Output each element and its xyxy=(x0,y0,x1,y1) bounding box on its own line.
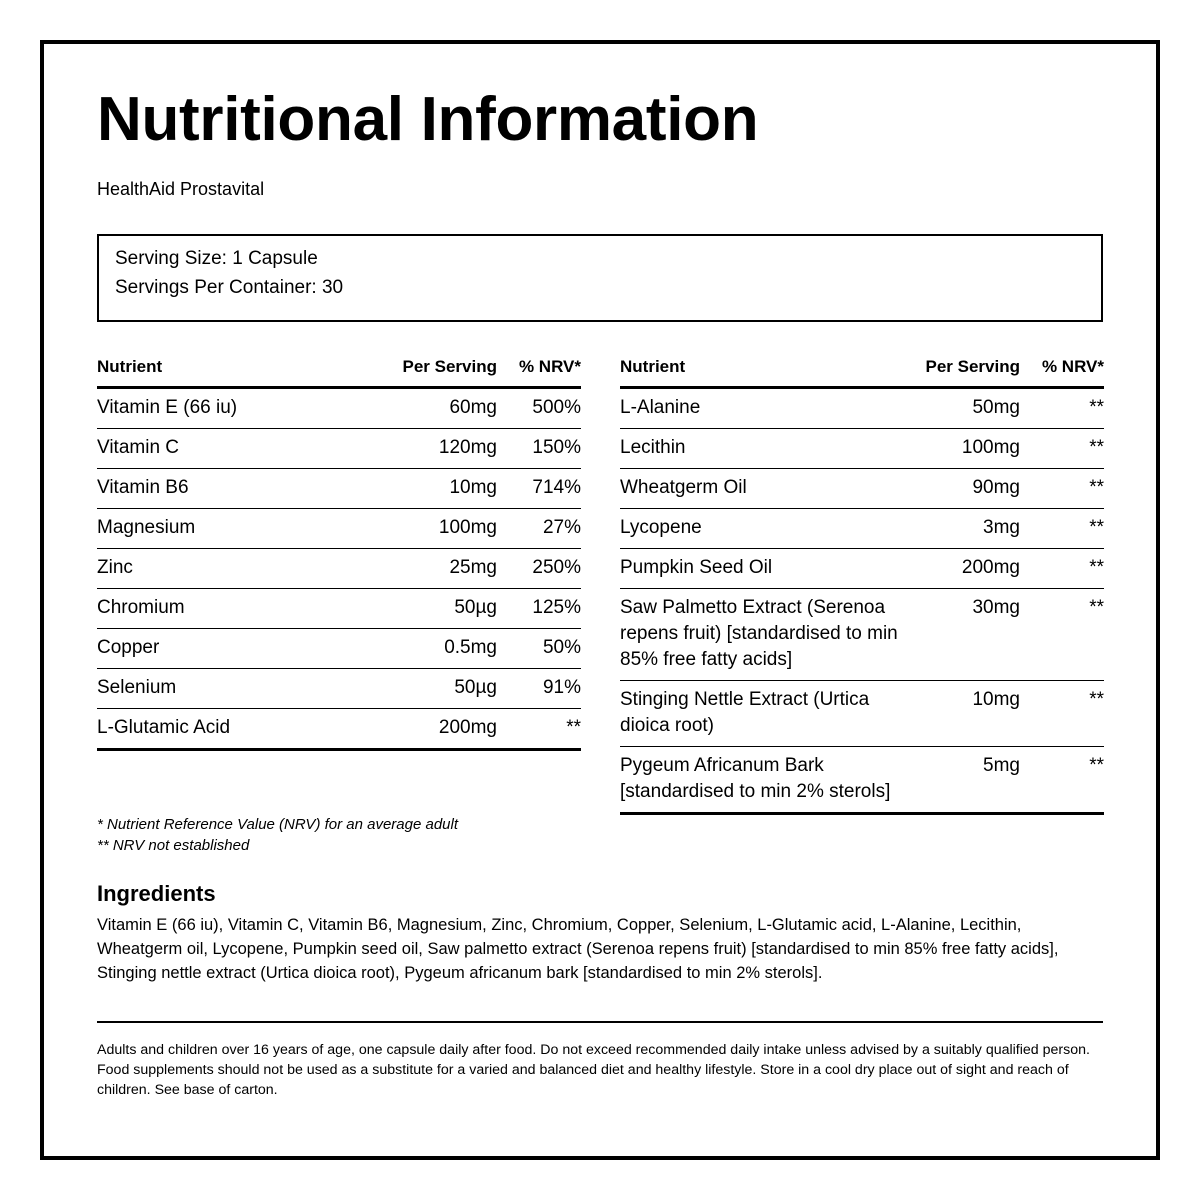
per-serving-value: 5mg xyxy=(983,755,1020,776)
nutrient-name: Magnesium xyxy=(97,517,196,538)
per-serving-value: 3mg xyxy=(983,517,1020,538)
nutrient-name: L-Glutamic Acid xyxy=(97,717,231,738)
per-serving-value: 0.5mg xyxy=(444,637,497,658)
per-serving-value: 10mg xyxy=(972,689,1020,710)
nutrient-name: Copper xyxy=(97,637,160,658)
per-serving-value: 10mg xyxy=(449,477,497,498)
ingredients-heading: Ingredients xyxy=(97,881,216,906)
header-nutrient: Nutrient xyxy=(620,357,686,376)
nutrient-table-right xyxy=(620,350,1104,815)
nrv-value: 125% xyxy=(532,597,581,618)
nutrient-name: Vitamin B6 xyxy=(97,477,189,498)
divider xyxy=(97,1021,1103,1023)
nutrient-name: Pygeum Africanum Bark [standardised to min 2% sterols] xyxy=(620,755,891,802)
per-serving-value: 120mg xyxy=(438,437,497,458)
nutrient-name: Zinc xyxy=(97,557,133,578)
nutrient-name: Stinging Nettle Extract (Urtica dioica root) xyxy=(620,689,870,736)
table-row xyxy=(620,589,1104,681)
nrv-value: ** xyxy=(1089,437,1104,458)
ingredients-text: Vitamin E (66 iu), Vitamin C, Vitamin B6, Magnesium, Zinc, Chromium, Copper, Selenium, L-Glutamic acid, L-Alanine, Lecithin, Wheatgerm oil, Lycopene, Pumpkin seed oil, Saw palmetto extract (Serenoa repens fruit) [standardised to min 85% free fatty acids], Stinging nettle extract (Urtica dioica root), Pygeum africanum bark [standardised to min 2% sterols]. xyxy=(97,916,1059,982)
ingredients-section xyxy=(97,880,1103,985)
per-serving-value: 25mg xyxy=(449,557,497,578)
table-row xyxy=(97,469,581,509)
table-header xyxy=(97,350,581,389)
serving-info-box xyxy=(97,234,1103,322)
nutrient-name: Wheatgerm Oil xyxy=(620,477,747,498)
nutrient-name: Pumpkin Seed Oil xyxy=(620,557,773,578)
nutrient-tables xyxy=(97,350,1103,810)
nutrient-table-left xyxy=(97,350,581,751)
header-nrv: % NRV* xyxy=(1041,357,1104,376)
nrv-value: ** xyxy=(1089,755,1104,776)
nrv-value: 27% xyxy=(542,517,581,538)
per-serving-value: 90mg xyxy=(972,477,1020,498)
nrv-footnote: * Nutrient Reference Value (NRV) for an average adult xyxy=(97,816,459,833)
table-row xyxy=(620,747,1104,815)
per-serving-value: 100mg xyxy=(438,517,497,538)
table-row xyxy=(97,389,581,429)
table-row xyxy=(620,429,1104,469)
table-row xyxy=(620,509,1104,549)
nrv-value: ** xyxy=(566,717,581,738)
header-per-serving: Per Serving xyxy=(402,357,497,376)
header-per-serving: Per Serving xyxy=(925,357,1020,376)
nrv-value: ** xyxy=(1089,517,1104,538)
table-row xyxy=(97,549,581,589)
servings-per-container: Servings Per Container: 30 xyxy=(115,277,344,298)
nutrient-name: Vitamin C xyxy=(97,437,180,458)
nrv-value: 714% xyxy=(532,477,581,498)
table-row xyxy=(97,589,581,629)
per-serving-value: 50mg xyxy=(972,397,1020,418)
header-nutrient: Nutrient xyxy=(97,357,163,376)
nrv-not-established-footnote: ** NRV not established xyxy=(97,837,250,854)
per-serving-value: 60mg xyxy=(449,397,497,418)
usage-disclaimer: Adults and children over 16 years of age, one capsule daily after food. Do not exceed recommended daily intake unless advised by a suitably qualified person. Food supplements should not be used as a substitute for a varied and balanced diet and healthy lifestyle. Store in a cool dry place out of sight and reach of children. See base of carton. xyxy=(97,1042,1090,1098)
table-row xyxy=(620,681,1104,747)
nutrient-name: Selenium xyxy=(97,677,177,698)
header-nrv: % NRV* xyxy=(518,357,581,376)
label-content xyxy=(97,80,1103,810)
table-header xyxy=(620,350,1104,389)
table-row xyxy=(97,429,581,469)
nutrient-name: Saw Palmetto Extract (Serenoa repens fruit) [standardised to min 85% free fatty acids] xyxy=(620,597,898,670)
nrv-value: ** xyxy=(1089,397,1104,418)
table-row xyxy=(97,629,581,669)
nrv-value: 150% xyxy=(532,437,581,458)
nutrient-name: Lycopene xyxy=(620,517,702,538)
nrv-value: ** xyxy=(1089,597,1104,618)
per-serving-value: 30mg xyxy=(972,597,1020,618)
nrv-value: ** xyxy=(1089,557,1104,578)
nrv-value: 500% xyxy=(532,397,581,418)
nutrient-name: Chromium xyxy=(97,597,185,618)
per-serving-value: 50µg xyxy=(454,677,497,698)
nrv-value: ** xyxy=(1089,689,1104,710)
nutrient-name: Vitamin E (66 iu) xyxy=(97,397,238,418)
nrv-value: 250% xyxy=(532,557,581,578)
nrv-value: 91% xyxy=(542,677,581,698)
product-name: HealthAid Prostavital xyxy=(97,179,265,199)
footnotes xyxy=(97,814,458,856)
table-row xyxy=(620,549,1104,589)
nrv-value: 50% xyxy=(542,637,581,658)
per-serving-value: 100mg xyxy=(961,437,1020,458)
table-row xyxy=(97,669,581,709)
nrv-value: ** xyxy=(1089,477,1104,498)
nutrient-name: L-Alanine xyxy=(620,397,701,418)
nutrient-name: Lecithin xyxy=(620,437,686,458)
table-row xyxy=(620,469,1104,509)
page-title: Nutritional Information xyxy=(97,85,759,154)
per-serving-value: 200mg xyxy=(961,557,1020,578)
table-row xyxy=(620,389,1104,429)
table-row xyxy=(97,509,581,549)
per-serving-value: 200mg xyxy=(438,717,497,738)
per-serving-value: 50µg xyxy=(454,597,497,618)
table-row xyxy=(97,709,581,751)
serving-size: Serving Size: 1 Capsule xyxy=(115,248,318,269)
